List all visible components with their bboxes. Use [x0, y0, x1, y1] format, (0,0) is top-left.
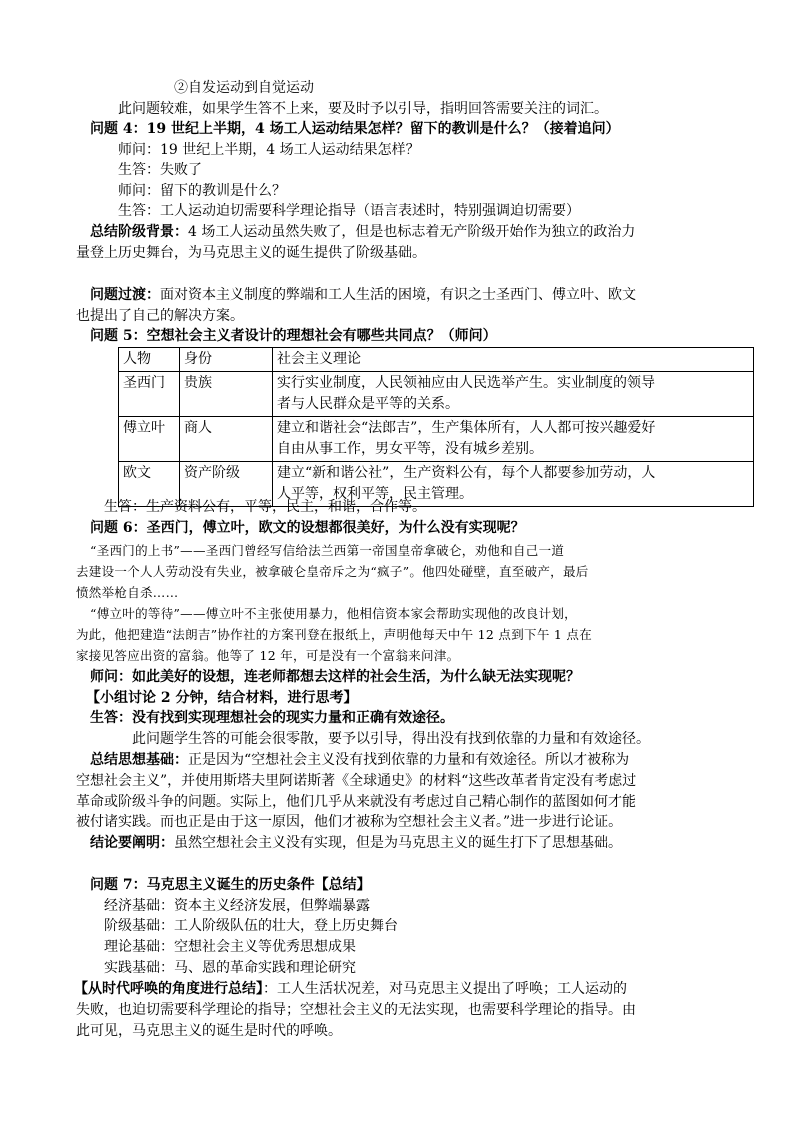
student-answer: 生答：没有找到实现理想社会的现实力量和正确有效途径。 [90, 710, 454, 726]
table-row [119, 372, 754, 417]
table-header-cell: 人物 [119, 348, 180, 372]
theory-line: 建立和谐社会“法郎吉”，生产集体所有，人人都可按兴趣爱好 [277, 420, 656, 436]
table-cell-identity: 资产阶级 [180, 462, 273, 507]
transition-label: 问题过渡： [90, 287, 160, 303]
material-text: 去建设一个人人劳动没有失业，被拿破仑皇帝斥之为“疯子”。他四处碰壁，直至破产，最后 [76, 564, 589, 579]
summary-text-cont: 革命或阶级斗争的问题。实际上，他们几乎从来就没有考虑过自己精心制作的蓝图如何才能 [76, 794, 636, 810]
student-answer: 生答：失败了 [118, 162, 202, 178]
transition-paragraph [90, 285, 636, 305]
teacher-question: 师问：19 世纪上半期，4 场工人运动结果怎样？ [118, 142, 420, 158]
theory-line: 建立“新和谐公社”，生产资料公有，每个人都要参加劳动，人 [277, 465, 656, 481]
table-cell-person: 圣西门 [119, 372, 180, 417]
table-header-cell: 身份 [180, 348, 273, 372]
era-summary-text: ：工人生活状况差，对马克思主义提出了呼唤；工人运动的 [263, 981, 627, 997]
teacher-question: 师问：留下的教训是什么？ [118, 183, 286, 199]
conclusion-text: 虽然空想社会主义没有实现，但是为马克思主义的诞生打下了思想基础。 [174, 835, 622, 851]
material-text: 家接见答应出资的富翁。他等了 12 年，可是没有一个富翁来问津。 [76, 648, 460, 663]
table-header-row [119, 348, 754, 372]
transition-text-cont: 也提出了自己的解决方案。 [76, 308, 244, 324]
condition-item: 经济基础：资本主义经济发展，但弊端暴露 [104, 898, 370, 914]
theory-line: 者与人民群众是平等的关系。 [277, 396, 459, 412]
summary-text: 4 场工人运动虽然失败了，但是也标志着无产阶级开始作为独立的政治力 [188, 224, 636, 240]
table-cell-person: 傅立叶 [119, 417, 180, 462]
group-discussion-note: 【小组讨论 2 分钟，结合材料，进行思考】 [86, 690, 358, 706]
era-summary-text-cont: 此可见，马克思主义的诞生是时代的呼唤。 [76, 1023, 342, 1039]
era-summary-text-cont: 失败，也迫切需要科学理论的指导；空想社会主义的无法实现，也需要科学理论的指导。由 [76, 1002, 636, 1018]
era-summary-paragraph [74, 979, 627, 999]
summary-label: 总结思想基础： [90, 752, 188, 768]
condition-item: 理论基础：空想社会主义等优秀思想成果 [104, 939, 356, 955]
material-text: “傅立叶的等待”——傅立叶不主张使用暴力，他相信资本家会帮助实现他的改良计划， [90, 606, 577, 621]
teacher-question: 师问：如此美好的设想，连老师都想去这样的社会生活，为什么缺无法实现呢？ [90, 669, 580, 685]
summary-label: 总结阶级背景： [90, 224, 188, 240]
student-answer: 生答：生产资料公有，平等，民主，和谐，合作等。 [104, 499, 426, 515]
material-text: 为此，他把建造“法朗吉”协作社的方案刊登在报纸上，声明他每天中午 12 点到下午 1 点在 [76, 627, 593, 642]
table-cell-identity: 商人 [180, 417, 273, 462]
summary-text-cont: 空想社会主义”，并使用斯塔夫里阿诺斯著《全球通史》的材料“这些改革者肯定没有考虑过 [76, 773, 637, 789]
question-7-heading: 问题 7：马克思主义诞生的历史条件【总结】 [90, 877, 371, 893]
teaching-note: 此问题学生答的可能会很零散，要予以引导，得出没有找到依靠的力量和有效途径。 [132, 731, 650, 747]
table-cell-theory [273, 372, 754, 417]
material-text: “圣西门的上书”——圣西门曾经写信给法兰西第一帝国皇帝拿破仑，劝他和自己一道 [90, 543, 565, 558]
table-cell-identity: 贵族 [180, 372, 273, 417]
question-4-heading: 问题 4：19 世纪上半期，4 场工人运动结果怎样？留下的教训是什么？（接着追问） [90, 121, 620, 137]
table-header-cell: 社会主义理论 [273, 348, 754, 372]
summary-text-cont: 被付诸实践。而也正是由于这一原因，他们才被称为空想社会主义者。”进一步进行论证。 [76, 814, 623, 830]
table-cell-person: 欧文 [119, 462, 180, 507]
teaching-note: 此问题较难，如果学生答不上来，要及时予以引导，指明回答需要关注的词汇。 [118, 101, 608, 117]
summary-text: 正是因为“空想社会主义没有找到依靠的力量和有效途径。所以才被称为 [188, 752, 630, 768]
condition-item: 阶级基础：工人阶级队伍的壮大，登上历史舞台 [104, 918, 398, 934]
summary-text-cont: 量登上历史舞台，为马克思主义的诞生提供了阶级基础。 [76, 245, 426, 261]
conclusion-paragraph [90, 833, 622, 853]
condition-item: 实践基础：马、恩的革命实践和理论研究 [104, 960, 356, 976]
sub-point-text: ②自发运动到自觉运动 [174, 80, 314, 96]
conclusion-label: 结论要阐明： [90, 835, 174, 851]
theory-line: 人平等，权利平等，民主管理。 [277, 486, 473, 502]
summary-paragraph [90, 750, 629, 770]
era-summary-label: 【从时代呼唤的角度进行总结】 [74, 981, 263, 997]
transition-text: 面对资本主义制度的弊端和工人生活的困境，有识之士圣西门、傅立叶、欧文 [160, 287, 636, 303]
theory-line: 实行实业制度，人民领袖应由人民选举产生。实业制度的领导 [277, 375, 655, 391]
theory-line: 自由从事工作，男女平等，没有城乡差别。 [277, 441, 543, 457]
table-row [119, 417, 754, 462]
summary-paragraph [90, 222, 635, 242]
material-text: 愤然举枪自杀…… [76, 585, 179, 600]
question-5-heading: 问题 5：空想社会主义者设计的理想社会有哪些共同点？（师问） [90, 328, 497, 344]
table-cell-theory [273, 417, 754, 462]
question-6-heading: 问题 6：圣西门，傅立叶，欧文的设想都很美好，为什么没有实现呢？ [90, 520, 525, 536]
student-answer: 生答：工人运动迫切需要科学理论指导（语言表述时，特别强调迫切需要） [118, 203, 580, 219]
utopian-socialists-table [118, 347, 754, 507]
